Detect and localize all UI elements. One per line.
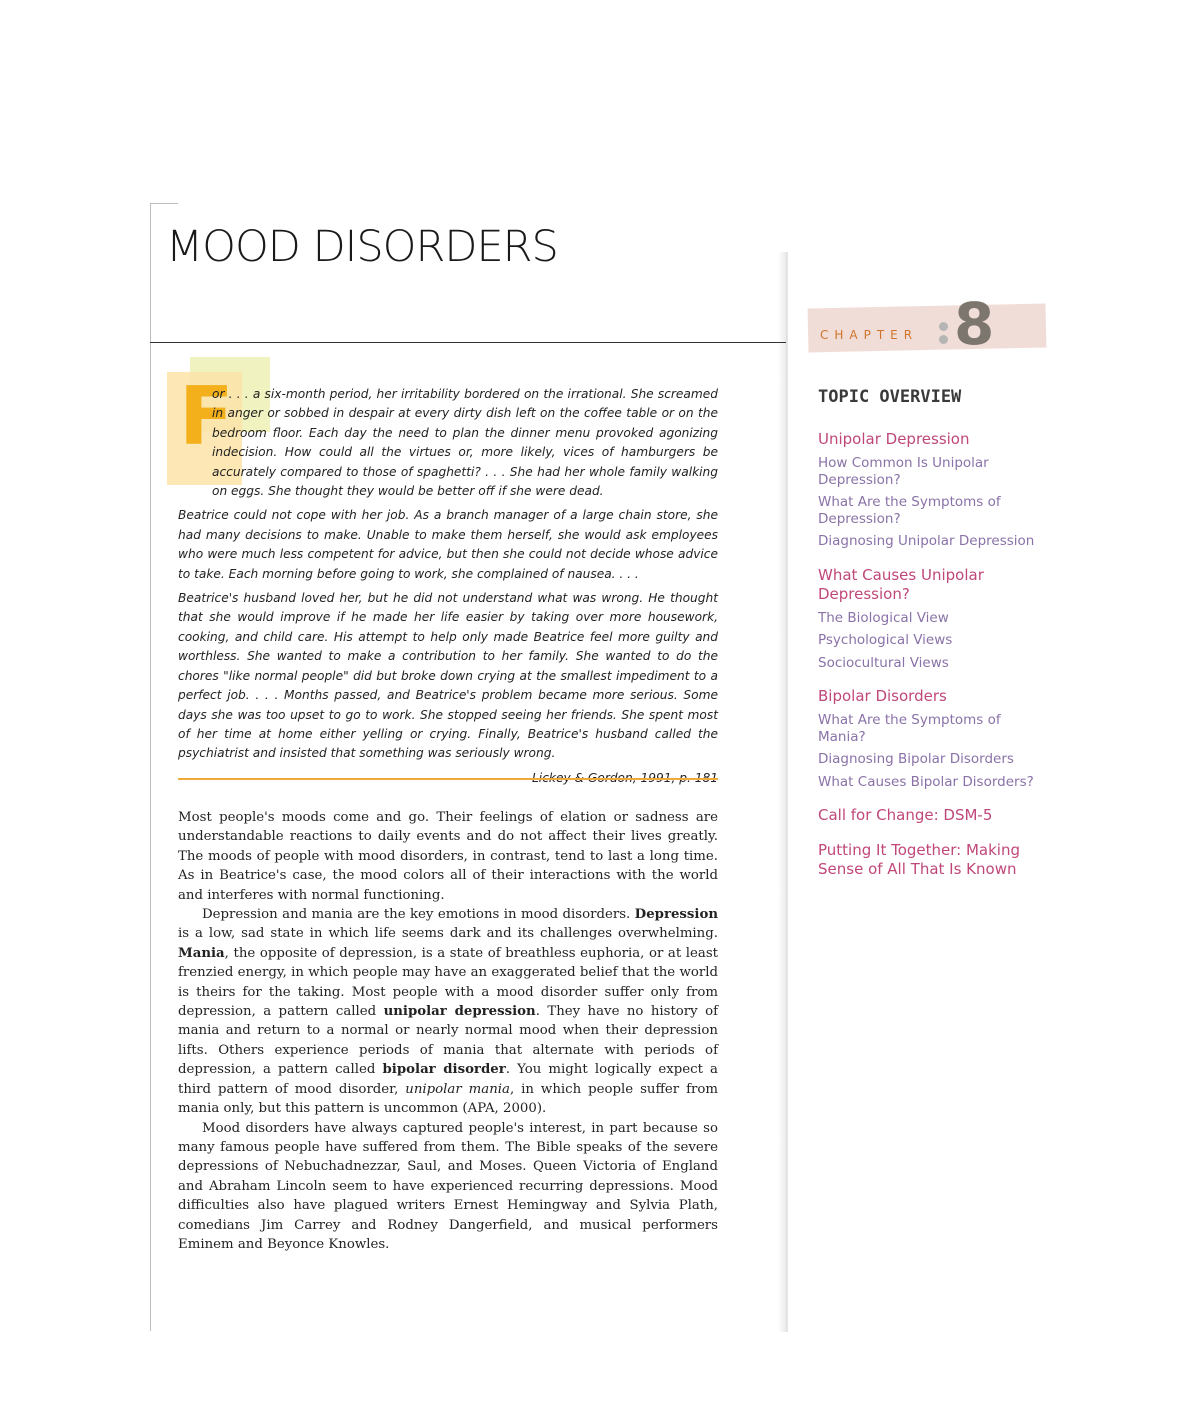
title-divider [150,342,786,343]
body-paragraph: Most people's moods come and go. Their feelings of elation or sadness are understandable reactions to daily events and do not affect their lives greatly. The moods of people with mood disorders, in contrast, tend to last a long time. As in Beatrice's case, the mood colors all of their interactions with the world and interferes with normal functioning. [178,810,718,903]
key-term-bipolar-disorder: bipolar disorder [382,1062,506,1078]
topic-subsection[interactable]: Sociocultural Views [818,654,949,671]
chapter-label: CHAPTER [820,328,919,342]
topic-overview-heading: TOPIC OVERVIEW [818,387,962,407]
topic-section [818,841,1048,879]
topic-subsection[interactable]: The Biological View [818,609,949,626]
body-paragraph: Mood disorders have always captured people's interest, in part because so many famous people have suffered from them. The Bible speaks of the severe depressions of Nebuchadnezzar, Saul, and Moses. Queen Victoria of England and Abraham Lincoln seem to have experienced recurring depressions. Mood difficulties also have plagued writers Ernest Hemingway and Sylvia Plath, comedians Jim Carrey and Rodney Dangerfield, and musical performers Eminem and Beyonce Knowles. [178,1120,718,1252]
key-term-mania: Mania [178,945,225,961]
vignette-divider [178,778,718,780]
topic-section-title[interactable]: Unipolar Depression [818,430,970,448]
vignette-paragraph: Beatrice could not cope with her job. As a branch manager of a large chain store, she had many decisions to make. Unable to make them herself, she would ask employees who were much less competent for advice, but then she could not decide whose advice to take. Each morning before going to work, she complained of nausea. . . . [178,508,718,581]
vignette-paragraph: Beatrice's husband loved her, but he did not understand what was wrong. He thought that she would improve if he made her life easier by taking over more housework, cooking, and child care. His attempt to help only made Beatrice feel more guilty and worthless. She wanted to make a contribution to her family. She wanted to do the chores "like normal people" did but broke down crying at the smallest impediment to a perfect job. . . . Months passed, and Beatrice's problem became more serious. Some days she was too upset to go to work. She stopped seeing her friends. She spent most of her time at home either yelling or crying. Finally, Beatrice's husband called the psychiatrist and insisted that something was seriously wrong. [178,591,718,761]
topic-section-title[interactable]: Putting It Together: Making Sense of All That Is Known [818,841,1020,878]
topic-subsection[interactable]: Psychological Views [818,632,953,648]
margin-corner-tick [150,203,178,204]
vignette-paragraph: or . . . a six-month period, her irritability bordered on the irrational. She screamed in anger or sobbed in despair at every dirty dish left on the coffee table or on the bedroom floor. Each day the need to plan the dinner menu provoked agonizing indecision. How could all the virtues or, more likely, vices of hamburgers be accurately compared to those of spaghetti? . . . She had her whole family walking on eggs. She thought they would be better off if she were dead. [212,387,718,499]
chapter-title: MOOD DISORDERS [166,222,558,272]
body-text [178,808,718,1254]
chapter-number: 8 [954,290,995,358]
sidebar-edge [786,252,787,1332]
topic-subsection[interactable]: What Are the Symptoms of Depression? [818,494,1001,527]
term-unipolar-mania: unipolar mania [405,1081,510,1097]
badge-dot-icon [939,335,948,344]
badge-dot-icon [939,322,948,331]
drop-cap: F [179,370,234,463]
topic-section-title[interactable]: Call for Change: DSM-5 [818,806,993,824]
topic-section [818,566,1048,672]
topic-section [818,430,1048,550]
topic-subsection[interactable]: What Are the Symptoms of Mania? [818,712,1001,745]
topic-section-title[interactable]: What Causes Unipolar Depression? [818,565,984,603]
topic-subsection[interactable]: How Common Is Unipolar Depression? [818,455,989,488]
topic-subsection[interactable]: Diagnosing Bipolar Disorders [818,751,1014,767]
topic-subsection[interactable]: What Causes Bipolar Disorders? [818,773,1034,790]
topic-overview-list [818,430,1048,895]
key-term-unipolar-depression: unipolar depression [383,1004,536,1020]
body-paragraph: Depression and mania are the key emotions in mood disorders. Depression is a low, sad state in which life seems dark and its challenges overwhelming. Mania, the opposite of depression, is a state of breathless euphoria, or at least frenzied energy, in which people may have an exaggerated belief that the world is theirs for the taking. Most people with a mood disorder suffer only from depression, a pattern called unipolar depression. They have no history of mania and return to a normal or nearly normal mood when their depression lifts. Others experience periods of mania that alternate with periods of depression, a pattern called bipolar disorder. You might logically expect a third pattern of mood disorder, unipolar mania, in which people suffer from mania only, but this pattern is uncommon (APA, 2000). [178,907,719,1117]
chapter-badge [808,290,1046,358]
opening-vignette [178,385,718,793]
topic-subsection[interactable]: Diagnosing Unipolar Depression [818,533,1035,549]
left-margin-rule [150,203,151,1331]
topic-section-title[interactable]: Bipolar Disorders [818,687,947,705]
key-term-depression: Depression [634,907,718,923]
topic-section [818,687,1048,790]
topic-section [818,806,1048,825]
